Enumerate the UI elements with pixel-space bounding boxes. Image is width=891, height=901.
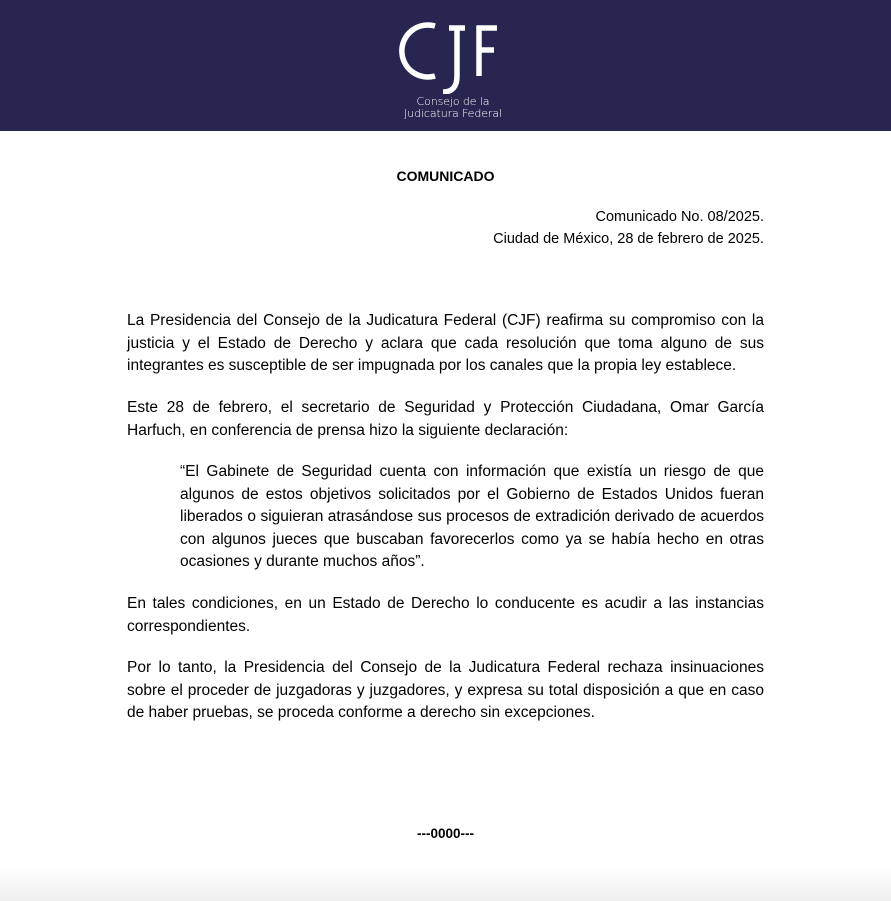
communique-number: Comunicado No. 08/2025. bbox=[595, 209, 764, 225]
page-bottom-shadow bbox=[0, 868, 891, 901]
logo-caption-line-1: Consejo de la bbox=[416, 95, 490, 108]
closing-mark: ---0000--- bbox=[416, 826, 474, 841]
document-title: COMUNICADO bbox=[396, 168, 495, 184]
paragraph-4: Por lo tanto, la Presidencia del Consejo de la Judicatura Federal rechaza insinuaciones sobre el proceder de juzgadoras y juzgadores, y expresa su total disposición a que en caso de haber pruebas, se proceda conforme a derecho sin excepciones. bbox=[127, 659, 764, 721]
logo-caption-line-2: Judicatura Federal bbox=[404, 107, 502, 120]
cjf-logo bbox=[393, 18, 513, 124]
place-date: Ciudad de México, 28 de febrero de 2025. bbox=[493, 231, 764, 247]
paragraph-3: En tales condiciones, en un Estado de Derecho lo conducente es acudir a las instancias correspondientes. bbox=[127, 595, 764, 635]
paragraph-1: La Presidencia del Consejo de la Judicatura Federal (CJF) reafirma su compromiso con la justicia y el Estado de Derecho y aclara que cada resolución que toma alguno de sus integrantes es susceptible de ser impugnada por los canales que la propia ley establece. bbox=[127, 312, 764, 374]
header-banner bbox=[0, 0, 891, 131]
paragraph-2: Este 28 de febrero, el secretario de Seguridad y Protección Ciudadana, Omar García Harfuch, en conferencia de prensa hizo la siguiente declaración: bbox=[127, 399, 764, 439]
logo-caption bbox=[393, 96, 513, 120]
block-quote: “El Gabinete de Seguridad cuenta con información que existía un riesgo de que algunos de estos objetivos solicitados por el Gobierno de Estados Unidos fueran liberados o siguieran atrasándose sus procesos de extradición derivado de acuerdos con algunos jueces que buscaban favorecerlos como ya se había hecho en otras ocasiones y durante muchos años”. bbox=[180, 463, 764, 570]
document-meta bbox=[127, 206, 764, 250]
cjf-logo-mark-icon bbox=[399, 18, 499, 94]
